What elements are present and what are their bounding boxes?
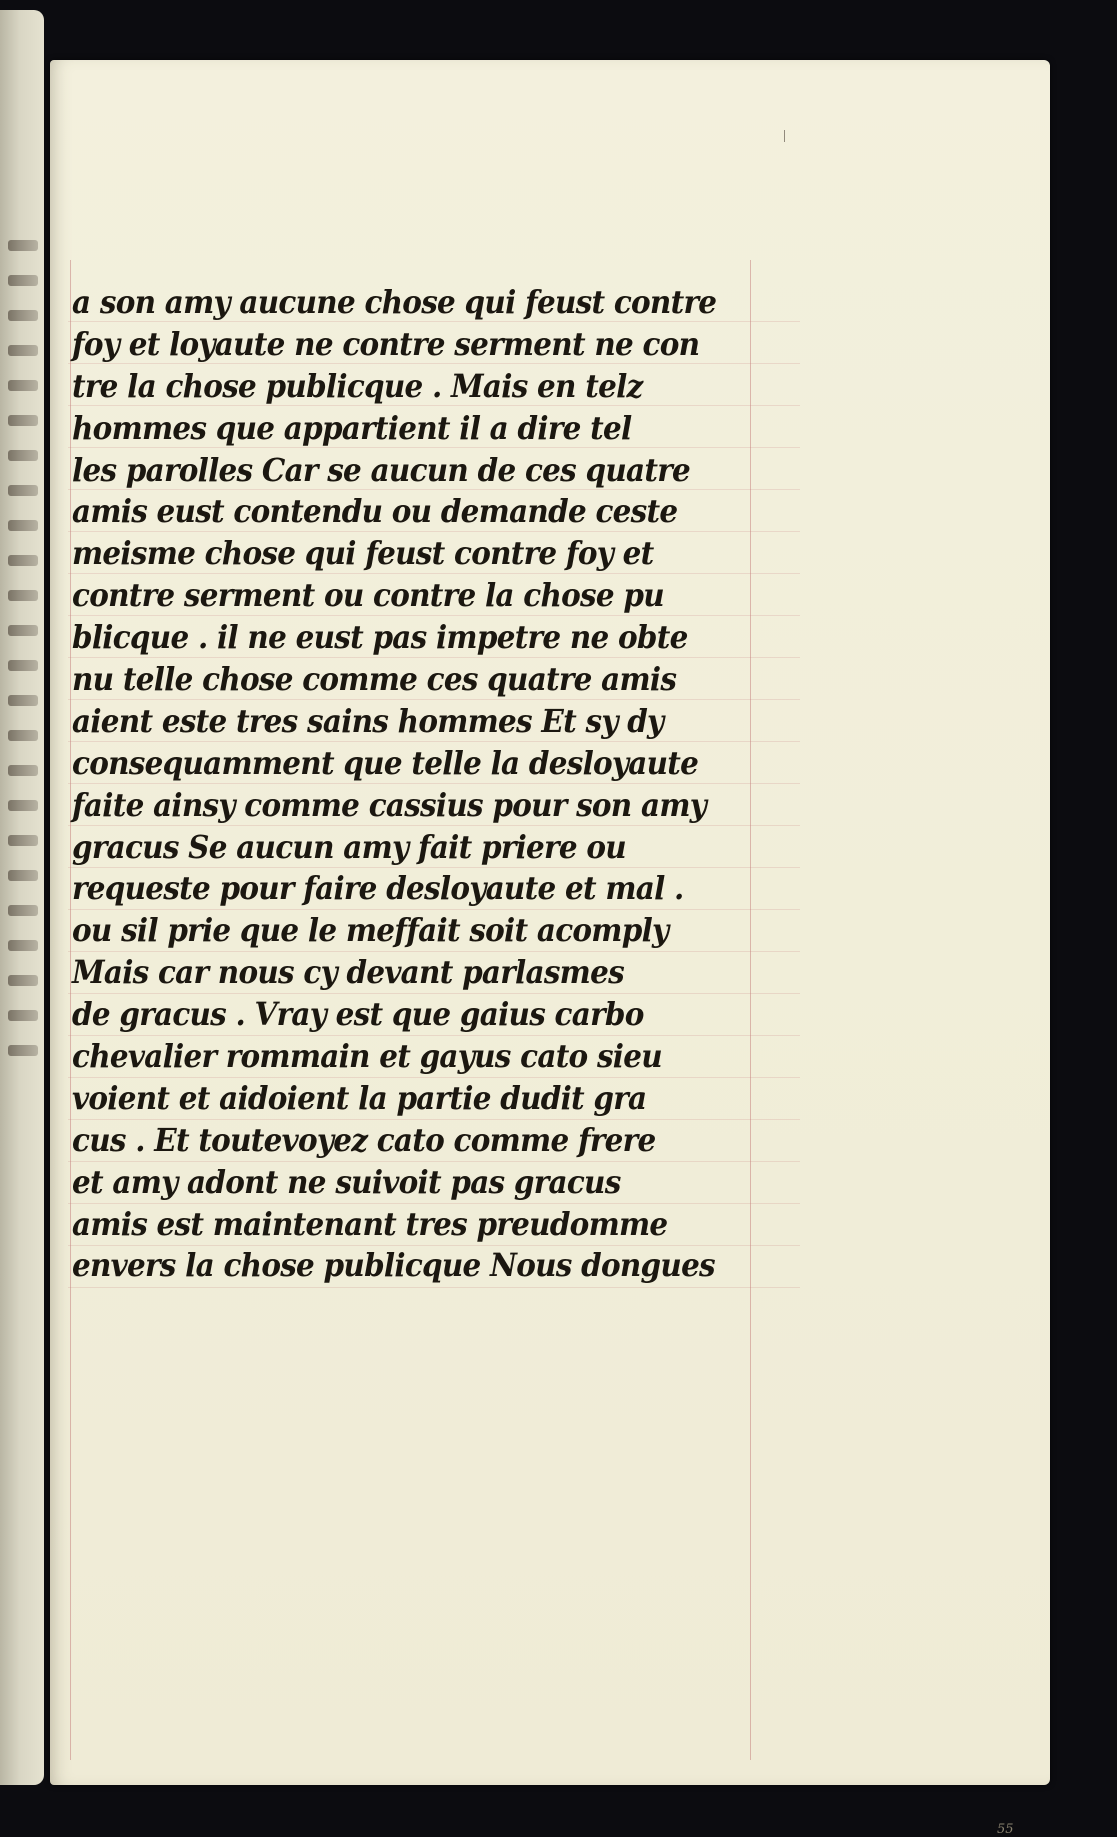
text-line: foy et loyaute ne contre serment ne con [72, 324, 700, 363]
text-line: les parolles Car se aucun de ces quatre [72, 450, 691, 489]
text-line: requeste pour faire desloyaute et mal . [72, 869, 684, 908]
text-line: gracus Se aucun amy fait priere ou [72, 827, 626, 866]
text-line: et amy adont ne suivoit pas gracus [72, 1162, 621, 1201]
text-line: consequamment que telle la desloyaute [72, 743, 699, 782]
manuscript-page [50, 60, 1050, 1837]
text-line: amis eust contendu ou demande ceste [72, 492, 678, 531]
ruling-tick [784, 130, 785, 142]
text-line: faite ainsy comme cassius pour son amy [72, 785, 707, 824]
text-line: ou sil prie que le meffait soit acomply [72, 911, 669, 950]
text-line: envers la chose publicque Nous dongues [72, 1246, 715, 1285]
text-line: de gracus . Vray est que gaius carbo [72, 995, 644, 1034]
text-line: cus . Et toutevoyez cato comme frere [72, 1120, 656, 1159]
folio-number: 55 [997, 1822, 1014, 1837]
text-line: voient et aidoient la partie dudit gra [72, 1078, 647, 1117]
text-line: a son amy aucune chose qui feust contre [72, 283, 717, 321]
text-line: meisme chose qui feust contre foy et [72, 534, 654, 573]
text-line: hommes que appartient il a dire tel [72, 408, 632, 447]
left-margin-rule [70, 260, 71, 1760]
previous-page-edge [0, 10, 44, 1785]
previous-page-text [8, 240, 38, 1080]
manuscript-text-block [72, 282, 812, 1287]
text-line: tre la chose publicque . Mais en telz [72, 366, 643, 405]
text-line: aient este tres sains hommes Et sy dy [72, 701, 664, 740]
text-line: blicque . il ne eust pas impetre ne obte [72, 618, 688, 657]
text-line: Mais car nous cy devant parlasmes [72, 953, 624, 992]
text-line: contre serment ou contre la chose pu [72, 576, 664, 615]
text-line: nu telle chose comme ces quatre amis [72, 660, 677, 699]
text-line: amis est maintenant tres preudomme [72, 1204, 668, 1243]
text-line: chevalier rommain et gayus cato sieu [72, 1037, 662, 1076]
